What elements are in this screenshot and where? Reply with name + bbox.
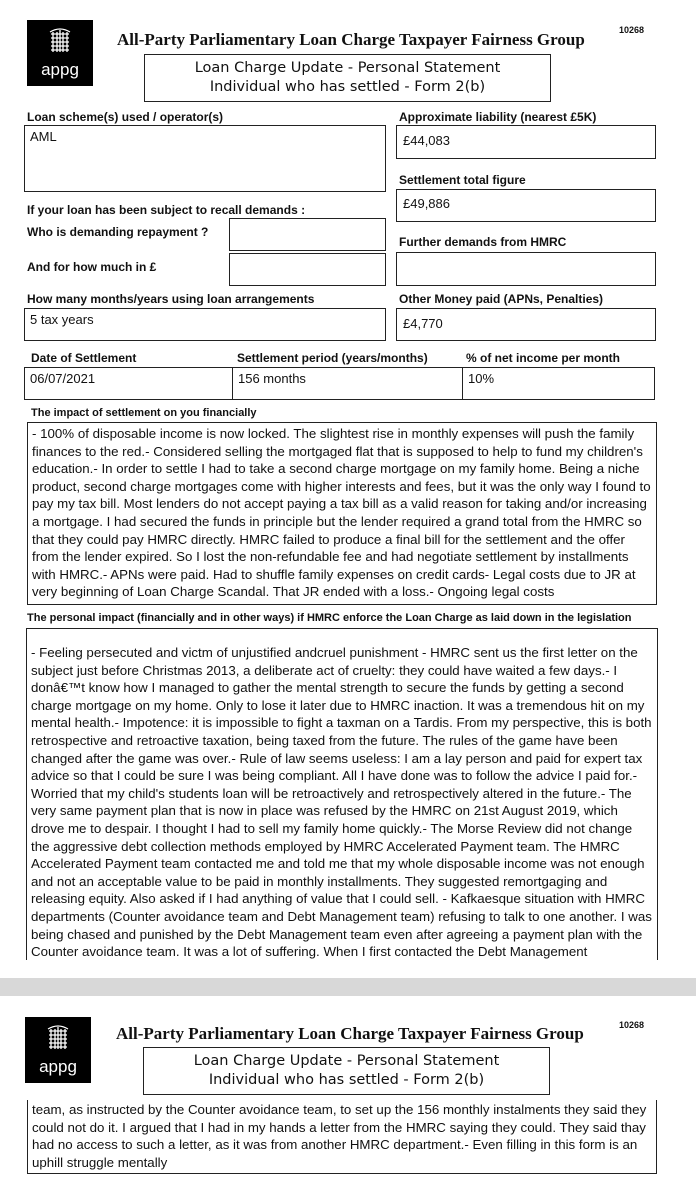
months-using-loan-value: 5 tax years <box>30 312 94 327</box>
loan-scheme-field[interactable] <box>24 125 386 192</box>
financial-impact-textbox[interactable] <box>27 422 657 605</box>
loan-scheme-value: AML <box>30 129 57 144</box>
settlement-total-value: £49,886 <box>403 196 450 211</box>
personal-impact-label: The personal impact (financially and in other ways) if HMRC enforce the Loan Charge as laid down in the legislation <box>27 612 632 624</box>
how-much-label: And for how much in £ <box>27 260 157 274</box>
settlement-period-value: 156 months <box>238 371 306 386</box>
other-money-value: £4,770 <box>403 316 443 331</box>
appg-logo <box>27 20 93 86</box>
settlement-details-table <box>24 367 655 400</box>
liability-label: Approximate liability (nearest £5K) <box>399 110 597 124</box>
further-demands-label: Further demands from HMRC <box>399 235 567 249</box>
loan-scheme-label: Loan scheme(s) used / operator(s) <box>27 110 224 124</box>
form-subtitle-line1: Loan Charge Update - Personal Statement <box>194 60 501 76</box>
recall-demands-label: If your loan has been subject to recall demands : <box>27 203 306 217</box>
percent-income-field[interactable] <box>463 368 654 399</box>
other-money-field[interactable] <box>396 308 656 341</box>
settlement-total-field[interactable] <box>396 189 656 222</box>
form-subtitle-line2: Individual who has settled - Form 2(b) <box>208 1072 485 1088</box>
date-of-settlement-label: Date of Settlement <box>31 351 137 365</box>
form-subtitle-line1: Loan Charge Update - Personal Statement <box>193 1053 500 1069</box>
group-title: All-Party Parliamentary Loan Charge Taxpayer Fairness Group <box>117 30 585 49</box>
liability-value: £44,083 <box>403 133 450 148</box>
settlement-period-field[interactable] <box>233 368 463 399</box>
form-number-page2: 10268 <box>619 1020 645 1030</box>
who-demanding-field[interactable] <box>229 218 386 251</box>
how-much-field[interactable] <box>229 253 386 286</box>
date-of-settlement-value: 06/07/2021 <box>30 371 96 386</box>
group-title-page2: All-Party Parliamentary Loan Charge Taxpayer Fairness Group <box>116 1024 584 1043</box>
page-separator <box>0 978 696 996</box>
months-using-loan-field[interactable] <box>24 308 386 341</box>
further-demands-field[interactable] <box>396 252 656 286</box>
form-subtitle-line2: Individual who has settled - Form 2(b) <box>209 79 486 95</box>
financial-impact-text: - 100% of disposable income is now locked. The slightest rise in monthly expenses will push the family finances to the red.- Considered selling the mortgaged flat that is supposed to help to fund my children's education.- In order to settle I had to take a second charge mortgage on my family home. Being a niche product, second charge mortgages come with higher interests and fees, but it was the only way I found to pay my tax bill. Most lenders do not accept paying a tax bill as a valid reason for taking and/or increasing a mortgage. I had secured the funds in principle but the lender required a grand total from the HMRC so that they could pay HMRC directly. HMRC failed to produce a final bill for the settlement and the offer from the lender expired. So I lost the non-refundable fee and had negotiate settlement by installments with HMRC.- APNs were paid. Had to shuffle family expenses on credit cards- Legal costs due to JR at very beginning of Loan Charge Scandal. That JR ended with a loss.- Ongoing legal costs <box>32 426 651 600</box>
form-number: 10268 <box>619 25 645 35</box>
portcullis-icon <box>49 28 71 54</box>
settlement-total-label: Settlement total figure <box>399 173 526 187</box>
continuation-text: team, as instructed by the Counter avoidance team, to set up the 156 monthly instalments they said they could not do it. I argued that I had in my hands a letter from the HMRC saying they could. They said thay had no access to such a letter, as it was from another HMRC department.- Even filling in this form is an uphill struggle mentally <box>32 1102 647 1170</box>
percent-income-value: 10% <box>468 371 495 386</box>
other-money-label: Other Money paid (APNs, Penalties) <box>399 292 604 306</box>
percent-income-label: % of net income per month <box>466 351 621 365</box>
liability-field[interactable] <box>396 125 656 159</box>
portcullis-icon <box>47 1025 69 1051</box>
form-subtitle-box <box>144 54 551 102</box>
date-of-settlement-field[interactable] <box>25 368 233 399</box>
continuation-textbox[interactable] <box>27 1100 657 1174</box>
personal-impact-text: - Feeling persecuted and victm of unjustified andcruel punishment - HMRC sent us the first letter on the subject just before Christmas 2013, a deliberate act of cruelty: they could have waited a few days.- I donâ€™t know how I managed to gather the mental strength to secure the funds by getting a second charge mortgage on my home. Only to lose it later due to HMRC inaction. It was a tremendous hit on my mental health.- Impotence: it is impossible to fight a taxman on a Tardis. From my perspective, this is both retrospective and retroactive taxation, being taxed from the future. The rules of the game have been changed after the game was over.- Rule of law seems useless: I am a lay person and paid for expert tax advice so that I could be sure I was being compliant. All I have done was to follow the advice I paid for.- Worried that my child's students loan will be retroactively and retrospectively altered in the future.- The very same payment plan that is now in place was refused by the HMRC on 21st August 2019, which drove me to despair. I thought I had to sell my family home quickly.- The Morse Review did not change the aggressive debt collection methods employed by HMRC Accelerated Payment team. The HMRC Accelerated Payment team contacted me and told me that my whole disposable income was not enough and not an acceptable value to be paid in monthly installments. They suggested remortgaging and releasing equity. Also asked if I had anything of value that I could sell. - Kafkaesque situation with HMRC departments (Counter avoidance team and Debt Management team) refusing to talk to one another. I was being chased and punished by the Debt Management team even after agreeing a payment plan with the Counter avoidance team. It was a lot of suffering. When I first contacted the Debt Management <box>31 645 652 960</box>
financial-impact-label: The impact of settlement on you financially <box>31 407 257 419</box>
logo-text: appg <box>39 1057 77 1076</box>
form-subtitle-box-page2 <box>143 1047 550 1095</box>
who-demanding-label: Who is demanding repayment ? <box>27 225 209 239</box>
logo-text: appg <box>41 60 79 79</box>
months-using-loan-label: How many months/years using loan arrangements <box>27 292 315 306</box>
appg-logo-page2 <box>25 1017 91 1083</box>
personal-impact-textbox[interactable] <box>26 628 658 960</box>
settlement-period-label: Settlement period (years/months) <box>237 351 428 365</box>
